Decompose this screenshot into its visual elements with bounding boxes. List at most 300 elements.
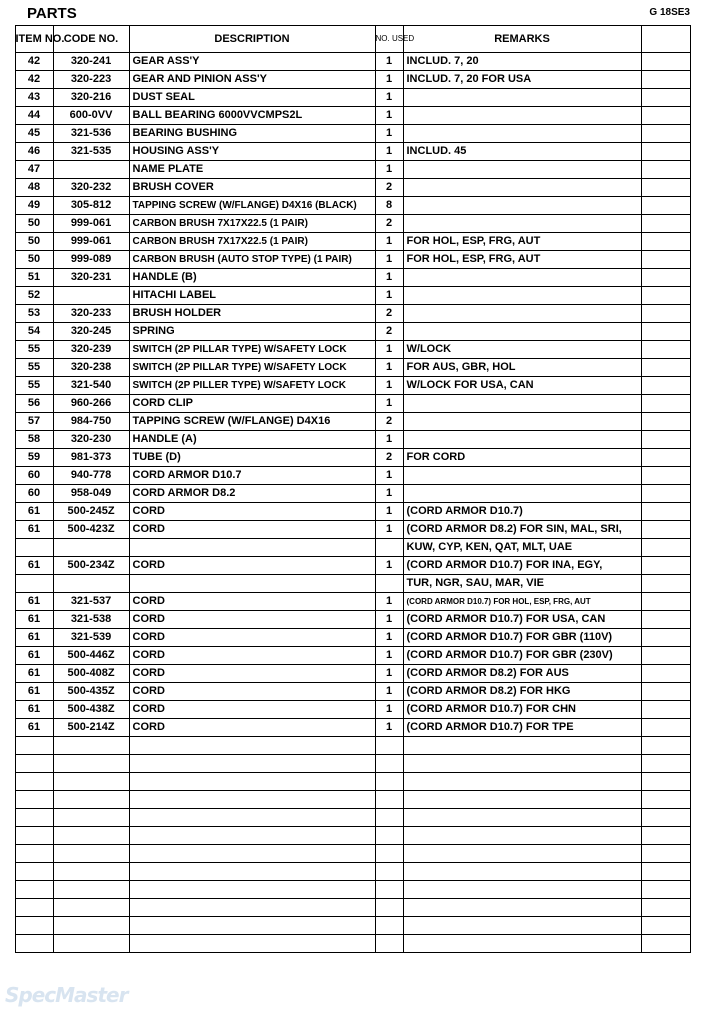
empty-cell xyxy=(129,935,375,953)
empty-cell xyxy=(641,917,690,935)
table-row xyxy=(15,431,690,449)
quantity-cell: 1 xyxy=(375,71,403,89)
item-no-cell: 55 xyxy=(15,377,53,395)
table-row xyxy=(15,683,690,701)
table-row xyxy=(15,413,690,431)
code-no-cell: 500-423Z xyxy=(53,521,129,539)
remarks-cell: (CORD ARMOR D10.7) FOR GBR (230V) xyxy=(403,647,641,665)
empty-cell xyxy=(375,863,403,881)
empty-cell xyxy=(15,773,53,791)
empty-cell xyxy=(641,773,690,791)
code-no-cell: 320-223 xyxy=(53,71,129,89)
empty-cell xyxy=(15,899,53,917)
empty-cell xyxy=(403,737,641,755)
quantity-cell: 2 xyxy=(375,413,403,431)
extra-cell xyxy=(641,161,690,179)
remarks-cell xyxy=(403,467,641,485)
item-no-cell: 48 xyxy=(15,179,53,197)
empty-cell xyxy=(375,755,403,773)
code-no-cell: 320-233 xyxy=(53,305,129,323)
empty-row xyxy=(15,845,690,863)
code-no-cell: 305-812 xyxy=(53,197,129,215)
empty-row xyxy=(15,881,690,899)
empty-cell xyxy=(53,863,129,881)
item-no-cell: 44 xyxy=(15,107,53,125)
header-row xyxy=(15,26,690,53)
extra-cell xyxy=(641,377,690,395)
code-no-cell: 960-266 xyxy=(53,395,129,413)
extra-cell xyxy=(641,305,690,323)
extra-cell xyxy=(641,125,690,143)
empty-cell xyxy=(53,881,129,899)
extra-cell xyxy=(641,89,690,107)
empty-cell xyxy=(403,827,641,845)
item-no-cell: 59 xyxy=(15,449,53,467)
code-no-cell: 321-536 xyxy=(53,125,129,143)
item-no-cell: 61 xyxy=(15,629,53,647)
item-no-cell: 52 xyxy=(15,287,53,305)
empty-cell xyxy=(53,899,129,917)
item-no-cell: 43 xyxy=(15,89,53,107)
description-cell: TAPPING SCREW (W/FLANGE) D4X16 (BLACK) xyxy=(129,197,375,215)
extra-cell xyxy=(641,395,690,413)
empty-cell xyxy=(375,737,403,755)
remarks-cell xyxy=(403,485,641,503)
extra-cell xyxy=(641,53,690,71)
description-cell xyxy=(129,575,375,593)
remarks-cell xyxy=(403,125,641,143)
empty-cell xyxy=(53,791,129,809)
empty-cell xyxy=(641,881,690,899)
table-row xyxy=(15,557,690,575)
extra-cell xyxy=(641,431,690,449)
empty-cell xyxy=(129,899,375,917)
quantity-cell: 2 xyxy=(375,305,403,323)
table-row xyxy=(15,287,690,305)
description-cell: BALL BEARING 6000VVCMPS2L xyxy=(129,107,375,125)
remarks-cell: FOR HOL, ESP, FRG, AUT xyxy=(403,251,641,269)
empty-row xyxy=(15,827,690,845)
item-no-cell: 46 xyxy=(15,143,53,161)
item-no-cell xyxy=(15,575,53,593)
item-no-cell: 54 xyxy=(15,323,53,341)
description-cell: CORD xyxy=(129,683,375,701)
table-row xyxy=(15,611,690,629)
remarks-cell xyxy=(403,197,641,215)
extra-cell xyxy=(641,323,690,341)
empty-cell xyxy=(53,827,129,845)
empty-cell xyxy=(129,809,375,827)
description-cell: CORD xyxy=(129,647,375,665)
description-cell: CORD xyxy=(129,665,375,683)
item-no-cell: 58 xyxy=(15,431,53,449)
table-row xyxy=(15,251,690,269)
description-cell: CORD ARMOR D10.7 xyxy=(129,467,375,485)
remarks-cell: TUR, NGR, SAU, MAR, VIE xyxy=(403,575,641,593)
extra-cell xyxy=(641,503,690,521)
empty-cell xyxy=(375,845,403,863)
empty-cell xyxy=(129,773,375,791)
description-cell: SWITCH (2P PILLER TYPE) W/SAFETY LOCK xyxy=(129,377,375,395)
description-cell: BRUSH COVER xyxy=(129,179,375,197)
remarks-cell: INCLUD. 7, 20 FOR USA xyxy=(403,71,641,89)
empty-cell xyxy=(403,773,641,791)
empty-cell xyxy=(129,845,375,863)
item-no-cell xyxy=(15,539,53,557)
code-no-cell: 320-241 xyxy=(53,53,129,71)
extra-cell xyxy=(641,179,690,197)
quantity-cell: 1 xyxy=(375,665,403,683)
table-row xyxy=(15,395,690,413)
description-cell: CARBON BRUSH (AUTO STOP TYPE) (1 PAIR) xyxy=(129,251,375,269)
quantity-cell: 1 xyxy=(375,629,403,647)
code-no-cell: 321-537 xyxy=(53,593,129,611)
code-no-cell: 500-438Z xyxy=(53,701,129,719)
table-row xyxy=(15,503,690,521)
code-no-cell xyxy=(53,287,129,305)
code-no-cell xyxy=(53,161,129,179)
quantity-cell: 1 xyxy=(375,107,403,125)
table-row xyxy=(15,629,690,647)
empty-cell xyxy=(375,935,403,953)
item-no-cell: 61 xyxy=(15,683,53,701)
code-no-cell: 600-0VV xyxy=(53,107,129,125)
empty-cell xyxy=(403,899,641,917)
empty-cell xyxy=(53,755,129,773)
remarks-cell xyxy=(403,179,641,197)
table-row xyxy=(15,719,690,737)
item-no-cell: 42 xyxy=(15,71,53,89)
remarks-cell: INCLUD. 45 xyxy=(403,143,641,161)
description-cell: CORD xyxy=(129,557,375,575)
table-row xyxy=(15,233,690,251)
watermark-logo: SpecMaster xyxy=(5,983,128,1007)
code-no-cell: 984-750 xyxy=(53,413,129,431)
empty-cell xyxy=(375,899,403,917)
description-cell: HITACHI LABEL xyxy=(129,287,375,305)
empty-cell xyxy=(375,827,403,845)
remarks-cell: (CORD ARMOR D8.2) FOR AUS xyxy=(403,665,641,683)
remarks-cell xyxy=(403,395,641,413)
quantity-cell: 1 xyxy=(375,89,403,107)
description-cell: HANDLE (B) xyxy=(129,269,375,287)
quantity-cell: 1 xyxy=(375,341,403,359)
remarks-cell: (CORD ARMOR D8.2) FOR SIN, MAL, SRI, xyxy=(403,521,641,539)
quantity-cell: 2 xyxy=(375,215,403,233)
remarks-cell xyxy=(403,107,641,125)
empty-cell xyxy=(641,863,690,881)
remarks-cell: (CORD ARMOR D10.7) FOR USA, CAN xyxy=(403,611,641,629)
empty-cell xyxy=(53,845,129,863)
description-cell: CORD xyxy=(129,629,375,647)
empty-cell xyxy=(375,881,403,899)
extra-cell xyxy=(641,215,690,233)
table-row xyxy=(15,485,690,503)
quantity-cell: 1 xyxy=(375,125,403,143)
item-no-cell: 57 xyxy=(15,413,53,431)
empty-cell xyxy=(129,737,375,755)
quantity-cell: 1 xyxy=(375,647,403,665)
quantity-cell: 1 xyxy=(375,611,403,629)
empty-cell xyxy=(53,773,129,791)
empty-cell xyxy=(403,809,641,827)
table-row xyxy=(15,197,690,215)
table-row xyxy=(15,575,690,593)
empty-cell xyxy=(129,881,375,899)
quantity-cell: 1 xyxy=(375,593,403,611)
quantity-cell: 2 xyxy=(375,449,403,467)
remarks-cell: W/LOCK FOR USA, CAN xyxy=(403,377,641,395)
table-row xyxy=(15,665,690,683)
extra-cell xyxy=(641,521,690,539)
empty-row xyxy=(15,791,690,809)
remarks-cell: FOR AUS, GBR, HOL xyxy=(403,359,641,377)
table-row xyxy=(15,521,690,539)
description-header: DESCRIPTION xyxy=(129,26,375,53)
code-no-cell xyxy=(53,539,129,557)
quantity-cell: 1 xyxy=(375,143,403,161)
item-no-cell: 49 xyxy=(15,197,53,215)
extra-cell xyxy=(641,575,690,593)
code-no-cell: 981-373 xyxy=(53,449,129,467)
remarks-header: REMARKS xyxy=(403,26,641,53)
empty-cell xyxy=(129,863,375,881)
table-row xyxy=(15,215,690,233)
parts-table-body xyxy=(15,53,690,953)
table-row xyxy=(15,359,690,377)
code-no-cell: 999-089 xyxy=(53,251,129,269)
code-no-cell xyxy=(53,575,129,593)
empty-cell xyxy=(129,755,375,773)
item-no-cell: 45 xyxy=(15,125,53,143)
extra-cell xyxy=(641,683,690,701)
description-cell: GEAR ASS'Y xyxy=(129,53,375,71)
extra-cell xyxy=(641,665,690,683)
description-cell: CORD ARMOR D8.2 xyxy=(129,485,375,503)
item-no-cell: 61 xyxy=(15,557,53,575)
description-cell: CORD xyxy=(129,521,375,539)
extra-cell xyxy=(641,557,690,575)
item-no-cell: 55 xyxy=(15,341,53,359)
item-no-cell: 60 xyxy=(15,485,53,503)
empty-cell xyxy=(641,899,690,917)
code-no-cell: 500-446Z xyxy=(53,647,129,665)
code-no-cell: 321-538 xyxy=(53,611,129,629)
description-cell: CORD xyxy=(129,701,375,719)
quantity-cell xyxy=(375,575,403,593)
description-cell: TAPPING SCREW (W/FLANGE) D4X16 xyxy=(129,413,375,431)
description-cell: DUST SEAL xyxy=(129,89,375,107)
extra-cell xyxy=(641,467,690,485)
empty-cell xyxy=(403,791,641,809)
empty-cell xyxy=(375,791,403,809)
code-no-cell: 500-408Z xyxy=(53,665,129,683)
empty-cell xyxy=(641,935,690,953)
extra-cell xyxy=(641,143,690,161)
remarks-cell xyxy=(403,89,641,107)
extra-cell xyxy=(641,719,690,737)
item-no-cell: 61 xyxy=(15,611,53,629)
empty-cell xyxy=(375,773,403,791)
description-cell: HANDLE (A) xyxy=(129,431,375,449)
quantity-cell: 1 xyxy=(375,719,403,737)
remarks-cell: KUW, CYP, KEN, QAT, MLT, UAE xyxy=(403,539,641,557)
quantity-cell: 2 xyxy=(375,323,403,341)
extra-cell xyxy=(641,359,690,377)
empty-cell xyxy=(15,791,53,809)
description-cell: BEARING BUSHING xyxy=(129,125,375,143)
empty-cell xyxy=(15,845,53,863)
table-row xyxy=(15,323,690,341)
extra-cell xyxy=(641,629,690,647)
item-no-cell: 60 xyxy=(15,467,53,485)
table-row xyxy=(15,269,690,287)
remarks-cell xyxy=(403,269,641,287)
quantity-cell: 1 xyxy=(375,395,403,413)
extra-cell xyxy=(641,287,690,305)
extra-cell xyxy=(641,341,690,359)
code-no-cell: 320-239 xyxy=(53,341,129,359)
no-used-header: NO. USED xyxy=(375,26,403,53)
table-row xyxy=(15,449,690,467)
remarks-cell: FOR HOL, ESP, FRG, AUT xyxy=(403,233,641,251)
table-row xyxy=(15,467,690,485)
remarks-cell: (CORD ARMOR D10.7) xyxy=(403,503,641,521)
empty-cell xyxy=(403,863,641,881)
extra-cell xyxy=(641,611,690,629)
code-no-cell: 320-230 xyxy=(53,431,129,449)
empty-cell xyxy=(15,935,53,953)
empty-cell xyxy=(15,881,53,899)
quantity-cell: 1 xyxy=(375,269,403,287)
empty-cell xyxy=(403,845,641,863)
code-no-header: CODE NO. xyxy=(53,26,129,53)
item-no-cell: 42 xyxy=(15,53,53,71)
item-no-cell: 50 xyxy=(15,251,53,269)
empty-row xyxy=(15,755,690,773)
remarks-cell xyxy=(403,305,641,323)
quantity-cell: 1 xyxy=(375,701,403,719)
empty-cell xyxy=(15,827,53,845)
description-cell: NAME PLATE xyxy=(129,161,375,179)
table-row xyxy=(15,539,690,557)
quantity-cell: 1 xyxy=(375,233,403,251)
parts-table xyxy=(15,25,691,953)
remarks-cell xyxy=(403,431,641,449)
empty-cell xyxy=(53,917,129,935)
item-no-cell: 56 xyxy=(15,395,53,413)
empty-cell xyxy=(403,881,641,899)
empty-row xyxy=(15,863,690,881)
description-cell: CORD xyxy=(129,611,375,629)
empty-cell xyxy=(129,791,375,809)
remarks-cell: (CORD ARMOR D8.2) FOR HKG xyxy=(403,683,641,701)
model-number: G 18SE3 xyxy=(649,7,690,18)
code-no-cell: 320-231 xyxy=(53,269,129,287)
quantity-cell: 1 xyxy=(375,251,403,269)
empty-cell xyxy=(641,737,690,755)
description-cell: CORD xyxy=(129,593,375,611)
remarks-cell: (CORD ARMOR D10.7) FOR HOL, ESP, FRG, AUT xyxy=(403,593,641,611)
table-row xyxy=(15,701,690,719)
quantity-cell xyxy=(375,539,403,557)
quantity-cell: 1 xyxy=(375,287,403,305)
description-cell: SPRING xyxy=(129,323,375,341)
remarks-cell: (CORD ARMOR D10.7) FOR CHN xyxy=(403,701,641,719)
description-cell xyxy=(129,539,375,557)
description-cell: CARBON BRUSH 7X17X22.5 (1 PAIR) xyxy=(129,233,375,251)
description-cell: CARBON BRUSH 7X17X22.5 (1 PAIR) xyxy=(129,215,375,233)
code-no-cell: 500-214Z xyxy=(53,719,129,737)
empty-row xyxy=(15,935,690,953)
table-row xyxy=(15,107,690,125)
quantity-cell: 8 xyxy=(375,197,403,215)
extra-cell xyxy=(641,233,690,251)
page-title: PARTS xyxy=(27,5,77,22)
quantity-cell: 1 xyxy=(375,503,403,521)
code-no-cell: 320-216 xyxy=(53,89,129,107)
item-no-cell: 61 xyxy=(15,503,53,521)
quantity-cell: 1 xyxy=(375,485,403,503)
extra-cell xyxy=(641,647,690,665)
extra-cell xyxy=(641,701,690,719)
empty-cell xyxy=(53,737,129,755)
description-cell: BRUSH HOLDER xyxy=(129,305,375,323)
empty-cell xyxy=(641,827,690,845)
code-no-cell: 999-061 xyxy=(53,215,129,233)
item-no-cell: 61 xyxy=(15,665,53,683)
code-no-cell: 958-049 xyxy=(53,485,129,503)
quantity-cell: 1 xyxy=(375,359,403,377)
code-no-cell: 320-232 xyxy=(53,179,129,197)
description-cell: HOUSING ASS'Y xyxy=(129,143,375,161)
empty-cell xyxy=(129,917,375,935)
remarks-cell xyxy=(403,323,641,341)
description-cell: GEAR AND PINION ASS'Y xyxy=(129,71,375,89)
item-no-cell: 55 xyxy=(15,359,53,377)
remarks-cell: (CORD ARMOR D10.7) FOR GBR (110V) xyxy=(403,629,641,647)
extra-cell xyxy=(641,413,690,431)
extra-cell xyxy=(641,449,690,467)
table-row xyxy=(15,89,690,107)
item-no-cell: 53 xyxy=(15,305,53,323)
quantity-cell: 1 xyxy=(375,431,403,449)
quantity-cell: 1 xyxy=(375,377,403,395)
empty-cell xyxy=(403,755,641,773)
extra-cell xyxy=(641,539,690,557)
item-no-header: ITEM NO. xyxy=(15,26,53,53)
code-no-cell: 500-234Z xyxy=(53,557,129,575)
empty-row xyxy=(15,773,690,791)
remarks-cell: (CORD ARMOR D10.7) FOR INA, EGY, xyxy=(403,557,641,575)
code-no-cell: 500-435Z xyxy=(53,683,129,701)
remarks-cell xyxy=(403,161,641,179)
empty-cell xyxy=(403,935,641,953)
quantity-cell: 1 xyxy=(375,683,403,701)
table-row xyxy=(15,647,690,665)
empty-cell xyxy=(15,809,53,827)
table-row xyxy=(15,71,690,89)
empty-cell xyxy=(375,809,403,827)
item-no-cell: 61 xyxy=(15,719,53,737)
empty-cell xyxy=(53,935,129,953)
quantity-cell: 1 xyxy=(375,53,403,71)
table-row xyxy=(15,161,690,179)
table-row xyxy=(15,125,690,143)
quantity-cell: 2 xyxy=(375,179,403,197)
table-row xyxy=(15,305,690,323)
code-no-cell: 321-539 xyxy=(53,629,129,647)
